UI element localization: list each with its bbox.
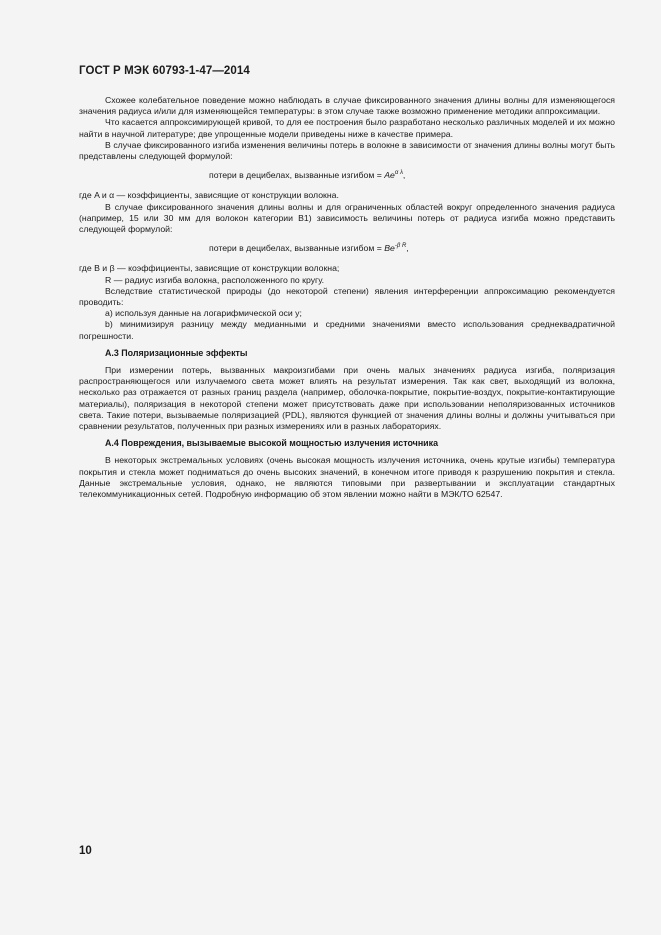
list-item: b) минимизируя разницу между медианными и средними значениями вместо использования среднеквадратичной погрешности. [79,319,615,341]
paragraph: где В и β — коэффициенты, зависящие от конструкции волокна; [79,263,340,274]
paragraph: Вследствие статистической природы (до некоторой степени) явления интерференции аппроксимацию рекомендуется проводить: [79,285,615,308]
paragraph: В некоторых экстремальных условиях (очень высокая мощность излучения источника, очень крутые изгибы) температура покрытия и стекла может подниматься до очень высоких значений, в конечном итоге приводя к разрушению покрытия и стекла. Данные экстремальные условия, однако, не являются типовыми при развертывании и эксплуатации стандартных телекоммуникационных сетей. Подробную информацию об этом явлении можно найти в МЭК/ТО 62547. [79,455,615,500]
section-heading-a4: А.4 Повреждения, вызываемые высокой мощностью излучения источника [105,438,439,449]
section-heading-a3: А.3 Поляризационные эффекты [105,347,248,358]
paragraph: Что касается аппроксимирующей кривой, то для ее построения было разработано несколько различных моделей и их можно найти в научной литературе; две упрощенные модели приведены ниже в качестве примера. [79,117,615,139]
paragraph: В случае фиксированного значения длины волны и для ограниченных областей вокруг определенного значения радиуса (например, 15 или 30 мм для волокон категории В1) зависимость величины потерь от радиуса изгиба можно представить следующей формулой: [79,201,615,235]
formula-exponent: α λ [394,170,403,177]
page-header-title: ГОСТ Р МЭК 60793-1-47—2014 [79,65,250,77]
formula-base: Be [384,243,395,254]
formula-text: потери в децибелах, вызванные изгибом = [209,243,385,254]
formula-exponent: -β R [394,243,407,250]
paragraph: В случае фиксированного изгиба изменения величины потерь в волокне в зависимости от значения длины волны могут быть представлены следующей формулой: [79,139,615,162]
list-item: а) используя данные на логарифмической оси у; [105,308,302,319]
formula-base: Ae [384,170,395,181]
formula-wavelength [79,170,615,181]
page-number: 10 [79,845,92,857]
paragraph: При измерении потерь, вызванных макроизгибами при очень малых значениях радиуса изгиба, поляризация распространяющегося или излучаемого света может влиять на результат измерения. Так как свет, выходящий из волокна, несколько раз отражается от разных границ раздела (например, оболочка-покрытие, покрытие-воздух, покрытие-контактирующие материалы), поляризация в некоторой степени может присутствовать даже при использовании неполяризованных источников света. Такие потери, вызываемые поляризацией (PDL), являются функцией от значения длины волны и должны учитываться при сравнении результатов, полученных при разных измерениях или в разных лабораториях. [79,365,615,432]
document-body [79,95,615,500]
paragraph: где A и α — коэффициенты, зависящие от конструкции волокна. [79,190,339,201]
formula-radius [79,243,615,254]
formula-text: потери в децибелах, вызванные изгибом = [209,170,385,181]
formula-end: , [406,243,409,254]
paragraph: Схожее колебательное поведение можно наблюдать в случае фиксированного значения длины волны для изменяющегося значения радиуса и/или для изменяющейся температуры: в этом случае также возможно применение методики аппроксимации. [79,95,615,117]
formula-end: , [402,170,406,181]
paragraph: R — радиус изгиба волокна, расположенного по кругу. [105,274,325,285]
